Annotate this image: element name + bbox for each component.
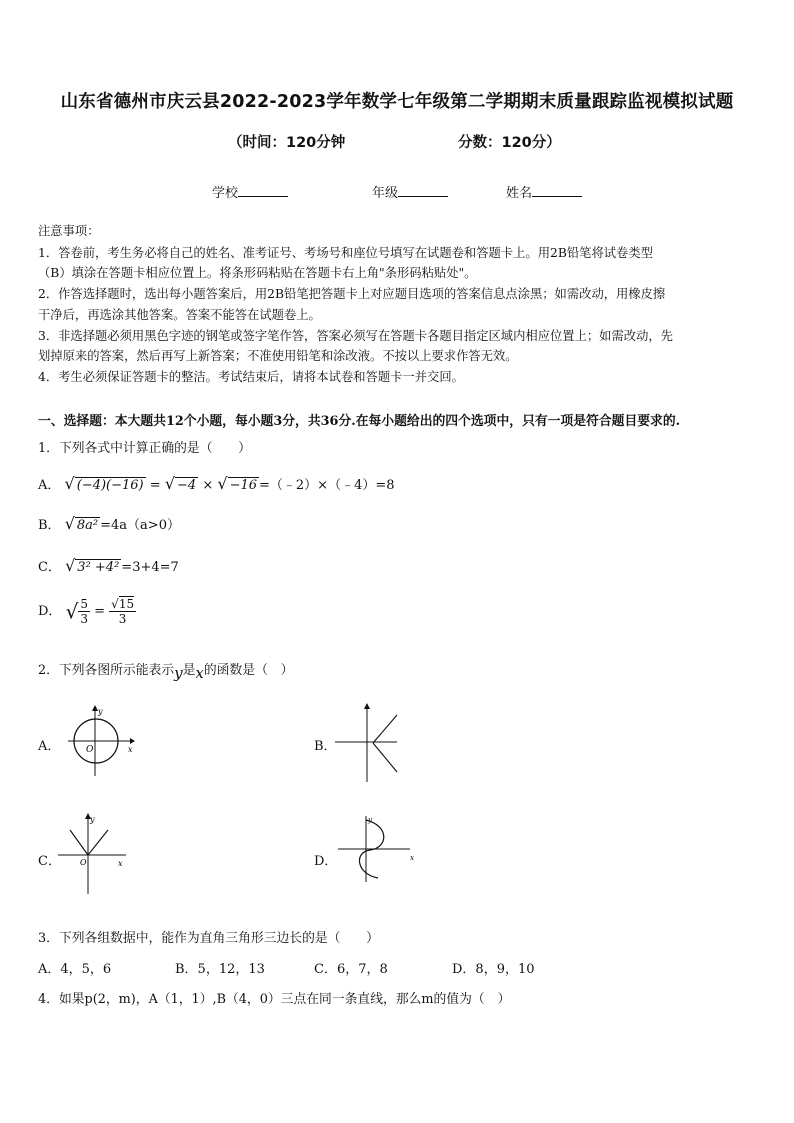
radicand: −16	[229, 478, 258, 493]
grade-label: 年级	[372, 186, 399, 201]
school-label: 学校	[212, 186, 239, 201]
svg-text:y: y	[98, 707, 103, 716]
radicand: 8a²	[76, 518, 99, 533]
q2-stem: 2．下列各图所示能表示y是x的函数是（ ）	[38, 663, 294, 682]
q1-option-d[interactable]: D． √ $\frac{5}{3}$ = $\frac{√15}{3}$	[38, 597, 135, 626]
grade-field	[372, 182, 448, 201]
name-field	[506, 182, 582, 201]
q3-option-b[interactable]: B．5，12，13	[175, 962, 265, 977]
q1-option-a[interactable]: A． √ (−4)(−16) = √ −4 × √ −16 =（﹣2）×（﹣4）=8	[38, 474, 395, 493]
svg-text:y: y	[90, 815, 95, 824]
section-heading: 一、选择题：本大题共12个小题，每小题3分，共36分.在每小题给出的四个选项中，只有一项是符合题目要求的.	[38, 414, 681, 429]
q1-option-c[interactable]: C． √ 3² +4² =3+4=7	[38, 556, 179, 575]
fraction: $\frac{√15}{3}$	[111, 597, 135, 626]
equals: =	[149, 478, 161, 493]
note-line: （B）填涂在答题卡相应位置上。将条形码粘贴在答题卡右上角"条形码粘贴处"。	[38, 266, 477, 280]
q2-option-d-label[interactable]: D．	[314, 854, 338, 869]
school-field	[212, 182, 288, 201]
radicand: (−4)(−16)	[76, 478, 144, 493]
graph-circle	[68, 704, 138, 776]
exam-time: （时间：120分钟	[228, 135, 346, 151]
q1-option-b[interactable]: B． √ 8a² =4a（a>0）	[38, 514, 180, 533]
option-rest: =3+4=7	[121, 560, 179, 575]
page-title: 山东省德州市庆云县2022-2023学年数学七年级第二学期期末质量跟踪监视模拟试题	[60, 92, 734, 112]
equals: =	[94, 604, 106, 619]
option-label: B．	[38, 518, 61, 533]
svg-text:O: O	[86, 745, 94, 755]
option-rest: =4a（a>0）	[100, 518, 180, 533]
svg-text:O: O	[80, 858, 87, 867]
q4-stem: 4．如果p(2，m)，A（1，1）,B（4，0）三点在同一条直线，那么m的值为（ ）	[38, 992, 511, 1007]
school-blank	[238, 185, 288, 197]
note-line: 4．考生必须保证答题卡的整洁。考试结束后，请将本试卷和答题卡一并交回。	[38, 370, 464, 384]
q3-option-d[interactable]: D．8，9，10	[452, 962, 535, 977]
q2-option-c-label[interactable]: C．	[38, 854, 61, 869]
option-label: D．	[38, 604, 62, 619]
radicand: 3² +4²	[77, 560, 120, 575]
q2-option-a-label[interactable]: A．	[38, 739, 61, 754]
grade-blank	[398, 185, 448, 197]
option-label: C．	[38, 560, 61, 575]
svg-text:x: x	[118, 859, 123, 868]
note-line: 3．非选择题必须用黑色字迹的钢笔或签字笔作答，答案必须写在答题卡各题目指定区域内相应位置上；如需改动，先	[38, 329, 673, 343]
times: ×	[202, 478, 214, 493]
svg-text:x: x	[128, 745, 133, 754]
svg-text:y: y	[368, 816, 372, 824]
radicand: −4	[177, 478, 197, 493]
fraction: $\frac{5}{3}$	[80, 597, 88, 626]
graph-s-curve	[338, 812, 418, 884]
q3-option-c[interactable]: C．6，7，8	[314, 962, 388, 977]
q2-option-b-label[interactable]: B．	[314, 739, 337, 754]
q3-stem: 3．下列各组数据中，能作为直角三角形三边长的是（ ）	[38, 931, 379, 946]
notes-heading: 注意事项：	[38, 224, 100, 238]
graph-v-lines	[58, 810, 138, 894]
note-line: 2．作答选择题时，选出每小题答案后，用2B铅笔把答题卡上对应题目选项的答案信息点涂黑；如需改动，用橡皮擦	[38, 287, 666, 301]
name-blank	[532, 185, 582, 197]
option-rest: =（﹣2）×（﹣4）=8	[259, 478, 395, 493]
name-label: 姓名	[506, 186, 533, 201]
option-label: A．	[38, 478, 61, 493]
q3-option-a[interactable]: A．4，5，6	[38, 962, 112, 977]
note-line: 1．答卷前，考生务必将自己的姓名、准考证号、考场号和座位号填写在试题卷和答题卡上。用2B铅笔将试卷类型	[38, 246, 653, 260]
svg-text:x: x	[410, 854, 414, 862]
graph-sideways-v	[335, 702, 405, 784]
q1-stem: 1．下列各式中计算正确的是（ ）	[38, 441, 251, 456]
note-line: 划掉原来的答案，然后再写上新答案；不准使用铅笔和涂改液。不按以上要求作答无效。	[38, 349, 518, 363]
note-line: 干净后，再选涂其他答案。答案不能答在试题卷上。	[38, 308, 321, 322]
exam-score: 分数：120分）	[458, 135, 561, 151]
